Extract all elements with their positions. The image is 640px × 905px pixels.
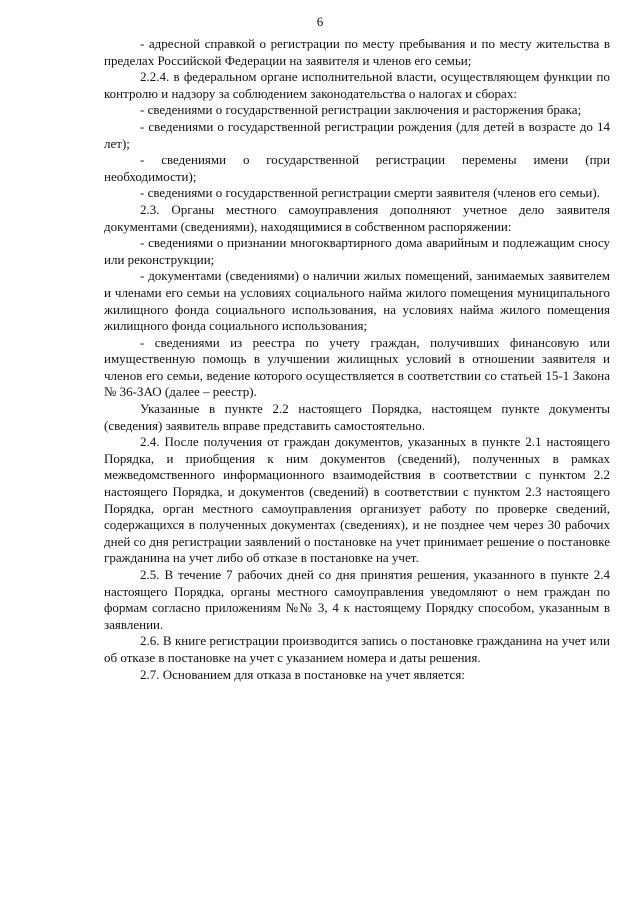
paragraph-2-6: 2.6. В книге регистрации производится запись о постановке гражданина на учет или об отказе в постановке на учет с указанием номера и даты решения. <box>104 633 610 665</box>
paragraph-2-5: 2.5. В течение 7 рабочих дней со дня принятия решения, указанного в пункте 2.4 настоящего Порядка, органы местного самоуправления уведомляют о нем граждан по формам согласно приложениям №№ 3, 4 к настоящему Порядку способом, указанным в заявлении. <box>104 567 610 632</box>
paragraph-2-3: 2.3. Органы местного самоуправления дополняют учетное дело заявителя документами (сведениями), находящимися в собственном распоряжении: <box>104 201 610 234</box>
page-number: 6 <box>316 14 324 29</box>
paragraph-2-4: 2.4. После получения от граждан документов, указанных в пункте 2.1 настоящего Порядка, и приобщения к ним документов (сведений), полученных в рамках межведомственного информационного взаимодействия в соответствии с пунктом 2.2 настоящего Порядка, и документов (сведений) в соответствии с пунктом 2.3 настоящего Порядка, орган местного самоуправления организует работу по проверке сведений, содержащихся в полученных документах (сведениях), и не позднее чем через 30 рабочих дней со дня регистрации заявлений о постановке на учет принимает решение о постановке гражданина на учет либо об отказе в постановке на учет. <box>104 434 610 566</box>
list-item-name-change: - сведениями о государственной регистрации перемены имени (при необходимости); <box>104 152 610 184</box>
document-body <box>104 36 610 683</box>
paragraph-address-certificate: - адресной справкой о регистрации по месту пребывания и по месту жительства в пределах Российской Федерации на заявителя и членов его семьи; <box>104 36 610 68</box>
list-item-housing-documents: - документами (сведениями) о наличии жилых помещений, занимаемых заявителем и членами его семьи на условиях социального найма жилого помещения муниципального жилищного фонда социального использования, на условиях найма жилого помещения жилищного фонда социального использования; <box>104 268 610 334</box>
list-item-marriage: - сведениями о государственной регистрации заключения и расторжения брака; <box>140 102 582 118</box>
list-item-birth: - сведениями о государственной регистрации рождения (для детей в возрасте до 14 лет); <box>104 118 610 151</box>
paragraph-2-2-4: 2.2.4. в федеральном органе исполнительной власти, осуществляющем функции по контролю и надзору за соблюдением законодательства о налогах и сборах: <box>104 69 610 101</box>
list-item-emergency-house: - сведениями о признании многоквартирного дома аварийным и подлежащим сносу или реконструкции; <box>104 235 610 267</box>
paragraph-self-submission: Указанные в пункте 2.2 настоящего Порядка, настоящем пункте документы (сведения) заявитель вправе представить самостоятельно. <box>104 401 610 433</box>
paragraph-2-7: 2.7. Основанием для отказа в постановке на учет является: <box>140 666 465 682</box>
list-item-death: - сведениями о государственной регистрации смерти заявителя (членов его семьи). <box>140 185 600 201</box>
list-item-registry: - сведениями из реестра по учету граждан, получивших финансовую или имущественную помощь в улучшении жилищных условий в отношении заявителя и членов его семьи, ведение которого осуществляется в соответствии со статьей 15-1 Закона № 36-ЗАО (далее – реестр). <box>104 334 610 400</box>
